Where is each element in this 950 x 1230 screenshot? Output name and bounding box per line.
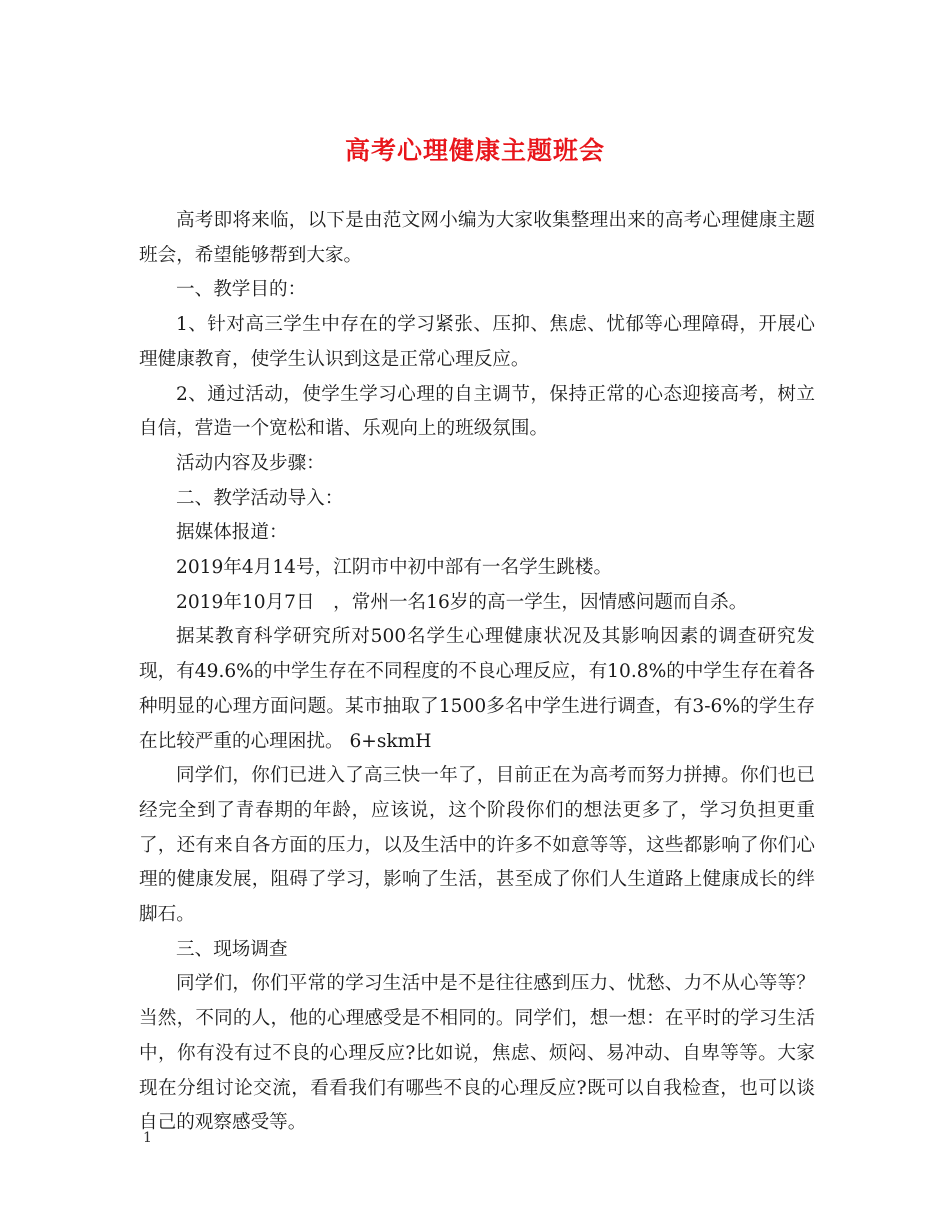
paragraph-survey-findings: 据某教育科学研究所对500名学生心理健康状况及其影响因素的调查研究发现，有49.6%的中学生存在不同程度的不良心理反应，有10.8%的中学生存在着各种明显的心理方面问题。某市抽取了1500多名中学生进行调查，有3-6%的学生存在比较严重的心理困扰。 6+skmH xyxy=(139,626,815,752)
paragraph-report-2: 2019年10月7日 ，常州一名16岁的高一学生，因情感问题而自杀。 xyxy=(176,591,748,613)
document-title: 高考心理健康主题班会 xyxy=(344,136,605,165)
paragraph-objective-2: 2、通过活动，使学生学习心理的自主调节，保持正常的心态迎接高考，树立自信，营造一个宽松和谐、乐观向上的班级氛围。 xyxy=(139,383,815,440)
paragraph-heading-objectives: 一、教学目的： xyxy=(176,279,307,301)
paragraph-media-report: 据媒体报道： xyxy=(176,522,288,544)
paragraph-heading-activities: 活动内容及步骤： xyxy=(176,452,325,474)
page-number: 1 xyxy=(143,1130,152,1146)
paragraph-discussion: 同学们，你们平常的学习生活中是不是往往感到压力、忧愁、力不从心等等？当然，不同的人，他的心理感受是不相同的。同学们，想一想：在平时的学习生活中，你有没有过不良的心理反应?比如说，焦虑、烦闷、易冲动、自卑等等。大家现在分组讨论交流，看看我们有哪些不良的心理反应?既可以自我检查，也可以谈自己的观察感受等。 xyxy=(139,973,815,1134)
paragraph-address-students: 同学们，你们已进入了高三快一年了，目前正在为高考而努力拼搏。你们也已经完全到了青春期的年龄，应该说，这个阶段你们的想法更多了，学习负担更重了，还有来自各方面的压力，以及生活中的许多不如意等等，这些都影响了你们心理的健康发展，阻碍了学习，影响了生活，甚至成了你们人生道路上健康成长的绊脚石。 xyxy=(139,765,815,926)
paragraph-report-1: 2019年4月14号，江阴市中初中部有一名学生跳楼。 xyxy=(176,557,613,579)
paragraph-heading-onsite-survey: 三、现场调查 xyxy=(176,938,288,960)
paragraph-intro: 高考即将来临，以下是由范文网小编为大家收集整理出来的高考心理健康主题班会，希望能够帮到大家。 xyxy=(139,210,815,266)
paragraph-objective-1: 1、针对高三学生中存在的学习紧张、压抑、焦虑、忧郁等心理障碍，开展心理健康教育，使学生认识到这是正常心理反应。 xyxy=(139,314,815,370)
document-body xyxy=(139,204,815,1141)
paragraph-heading-introduction: 二、教学活动导入： xyxy=(176,487,344,509)
